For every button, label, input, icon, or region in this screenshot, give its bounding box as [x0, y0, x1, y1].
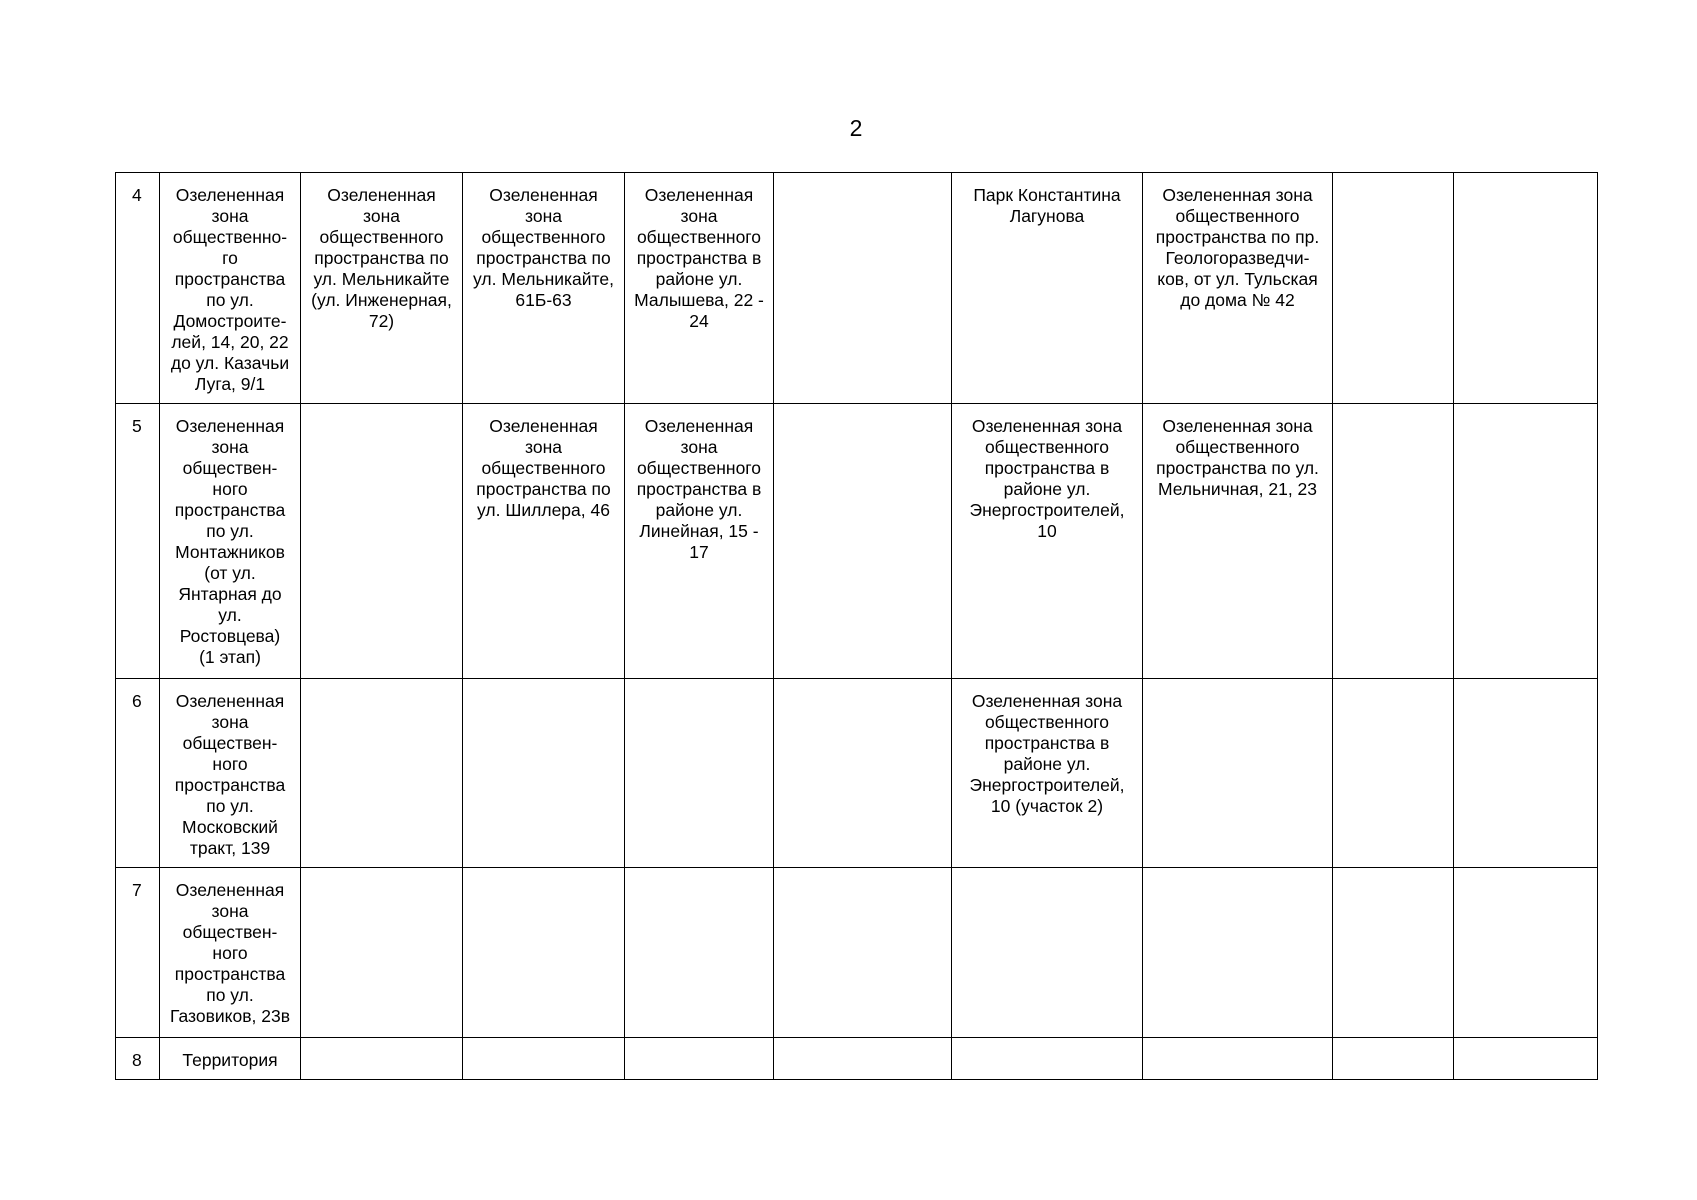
table-cell — [301, 868, 463, 1038]
page-number: 2 — [849, 115, 863, 141]
table-cell — [625, 679, 774, 868]
table-row — [116, 173, 1598, 404]
table-cell — [1333, 1038, 1454, 1080]
table-cell — [1454, 404, 1598, 679]
table-cell — [1454, 679, 1598, 868]
table-cell — [1143, 679, 1333, 868]
table-cell — [774, 173, 952, 404]
table-row — [116, 868, 1598, 1038]
table-cell — [463, 1038, 625, 1080]
table-cell — [1333, 404, 1454, 679]
table-cell: Озелененная зона общественного пространства по ул. Шиллера, 46 — [463, 404, 625, 679]
table-cell: Озелененная зона общественного пространства в районе ул. Линейная, 15 - 17 — [625, 404, 774, 679]
row-number: 4 — [116, 173, 160, 404]
table-row — [116, 404, 1598, 679]
table-cell: Озелененная зона обществен- ного пространства по ул. Московский тракт, 139 — [160, 679, 301, 868]
row-number: 7 — [116, 868, 160, 1038]
table-cell: Территория — [160, 1038, 301, 1080]
table-cell — [774, 868, 952, 1038]
table-cell — [463, 679, 625, 868]
table-cell — [301, 679, 463, 868]
row-number: 8 — [116, 1038, 160, 1080]
table-cell — [774, 1038, 952, 1080]
table-cell — [1454, 868, 1598, 1038]
table-cell — [301, 1038, 463, 1080]
table-cell: Озелененная зона общественного пространства по ул. Мельникайте, 61Б-63 — [463, 173, 625, 404]
table-cell — [774, 404, 952, 679]
table-cell: Парк Константина Лагунова — [952, 173, 1143, 404]
document-table — [115, 172, 1598, 1080]
table-cell — [1454, 1038, 1598, 1080]
table-cell — [463, 868, 625, 1038]
table-cell — [1454, 173, 1598, 404]
table-cell — [774, 679, 952, 868]
table-cell — [952, 1038, 1143, 1080]
table-cell: Озелененная зона общественного пространства в районе ул. Энергостроителей, 10 — [952, 404, 1143, 679]
table-cell: Озелененная зона общественного пространства в районе ул. Малышева, 22 - 24 — [625, 173, 774, 404]
table-row — [116, 679, 1598, 868]
table-cell: Озелененная зона обществен- ного пространства по ул. Газовиков, 23в — [160, 868, 301, 1038]
table-cell — [1143, 868, 1333, 1038]
table-cell — [625, 1038, 774, 1080]
table-cell — [1333, 173, 1454, 404]
table-cell — [625, 868, 774, 1038]
row-number: 5 — [116, 404, 160, 679]
table-cell: Озелененная зона общественного пространства по пр. Геологоразведчи- ков, от ул. Тульская до дома № 42 — [1143, 173, 1333, 404]
table-cell: Озелененная зона обществен- ного пространства по ул. Монтажников (от ул. Янтарная до ул. Ростовцева) (1 этап) — [160, 404, 301, 679]
table-cell: Озелененная зона общественного пространства по ул. Мельничная, 21, 23 — [1143, 404, 1333, 679]
table-cell: Озелененная зона общественно- го пространства по ул. Домостроите- лей, 14, 20, 22 до ул. Казачьи Луга, 9/1 — [160, 173, 301, 404]
table-cell: Озелененная зона общественного пространства по ул. Мельникайте (ул. Инженерная, 72) — [301, 173, 463, 404]
table-cell — [1333, 679, 1454, 868]
table-cell — [952, 868, 1143, 1038]
table-cell — [1333, 868, 1454, 1038]
row-number: 6 — [116, 679, 160, 868]
table-cell — [1143, 1038, 1333, 1080]
table-row — [116, 1038, 1598, 1080]
table-cell: Озелененная зона общественного пространства в районе ул. Энергостроителей, 10 (участок 2) — [952, 679, 1143, 868]
table-cell — [301, 404, 463, 679]
